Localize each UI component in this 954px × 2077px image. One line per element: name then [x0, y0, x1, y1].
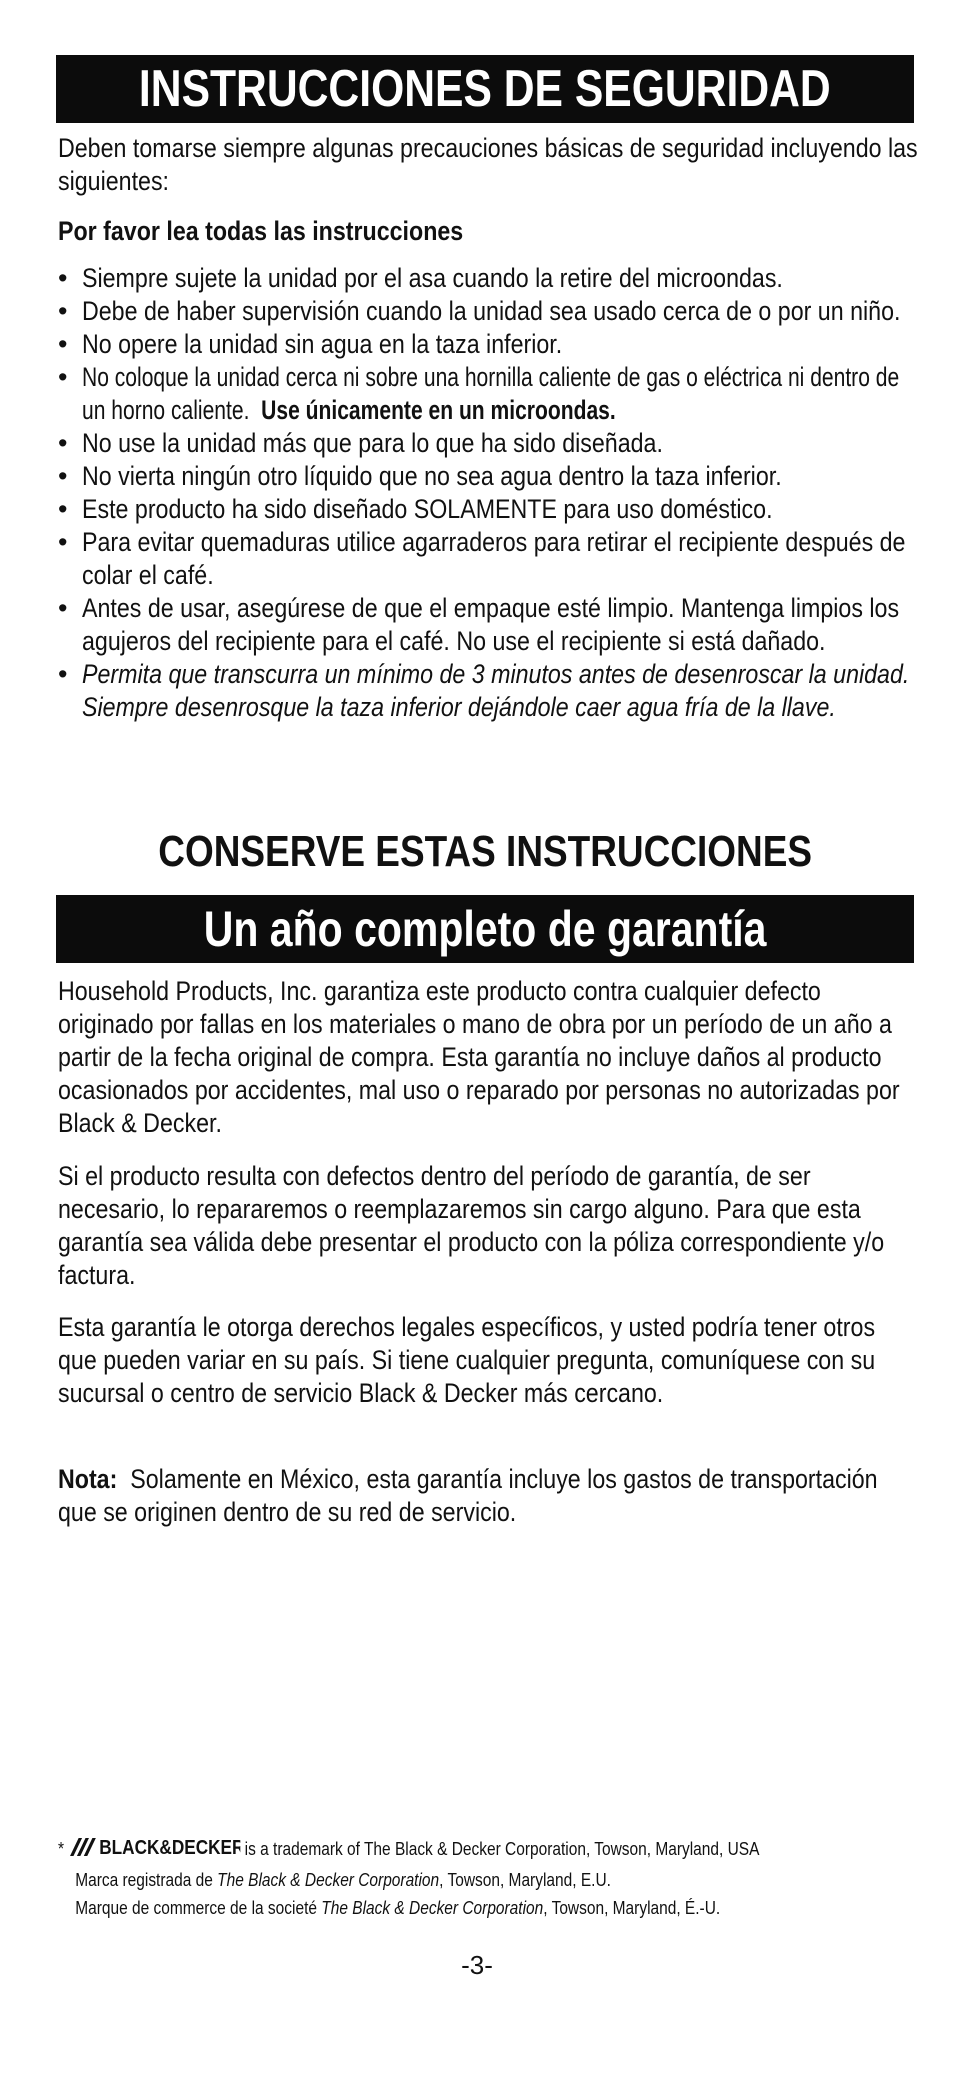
bullet-icon: • — [58, 659, 68, 689]
warranty-heading-banner — [56, 895, 914, 963]
trademark-notice: * BLACK&DECKER is a trademark of The Black & Decker Corporation, Towson, Maryland, USA Marca registrada de The Black & Decker Corporation, Towson, Maryland, E.U. Marque de commerce de la societé The Black & Decker Corporation, Towson, Maryland, É.-U. — [58, 1836, 760, 1918]
microwave-only-note: Use únicamente en un microondas. — [261, 395, 616, 425]
list-item: • Permita que transcurra un mínimo de 3 minutos antes de desenroscar la unidad. Siempre desenrosque la taza inferior dejándole caer agua fría de la llave. — [58, 659, 910, 722]
safety-intro: Deben tomarse siempre algunas precauciones básicas de seguridad incluyendo las siguientes: — [58, 133, 918, 196]
bullet-icon: • — [58, 494, 68, 524]
list-item: • Siempre sujete la unidad por el asa cuando la retire del microondas. — [58, 263, 783, 293]
list-item: • Para evitar quemaduras utilice agarraderos para retirar el recipiente después de colar el café. — [58, 527, 906, 590]
warranty-paragraph-2: Si el producto resulta con defectos dentro del período de garantía, de ser necesario, lo repararemos o reemplazaremos sin cargo alguno. Para que esta garantía sea válida debe presentar el producto con la póliza correspondiente y/o factura. — [58, 1161, 885, 1290]
bullet-icon: • — [58, 329, 68, 359]
black-and-decker-logo — [68, 1836, 240, 1866]
note-label: Nota: — [58, 1464, 118, 1494]
warranty-paragraph-1: Household Products, Inc. garantiza este producto contra cualquier defecto originado por fallas en los materiales o mano de obra por un período de un año a partir de la fecha original de compra. Esta garantía no incluye daños al producto ocasionados por accidentes, mal uso o reparado por personas no autorizadas por Black & Decker. — [58, 976, 900, 1138]
bullet-icon: • — [58, 593, 68, 623]
asterisk: * — [58, 1839, 65, 1859]
svg-text:BLACK&DECKER: BLACK&DECKER — [99, 1836, 241, 1858]
bullet-icon: • — [58, 362, 68, 392]
list-item: • No opere la unidad sin agua en la taza inferior. — [58, 329, 563, 359]
warranty-heading: Un año completo de garantía — [203, 901, 767, 957]
read-all-instructions: Por favor lea todas las instrucciones — [58, 216, 464, 246]
page-number: -3- — [461, 1950, 493, 1980]
warranty-note: Nota: Solamente en México, esta garantía incluye los gastos de transportación que se originen dentro de su red de servicio. — [58, 1464, 878, 1527]
warranty-paragraph-3: Esta garantía le otorga derechos legales específicos, y usted podría tener otros que pueden variar en su país. Si tiene cualquier pregunta, comuníquese con su sucursal o centro de servicio Black & Decker más cercano. — [58, 1312, 876, 1408]
safety-heading-banner — [56, 55, 914, 123]
bullet-icon: • — [58, 527, 68, 557]
safety-heading: INSTRUCCIONES DE SEGURIDAD — [139, 60, 831, 118]
bullet-icon: • — [58, 461, 68, 491]
bullet-icon: • — [58, 428, 68, 458]
list-item: • Este producto ha sido diseñado SOLAMENTE para uso doméstico. — [58, 494, 773, 524]
list-item: • No use la unidad más que para lo que ha sido diseñada. — [58, 428, 663, 458]
save-instructions-heading: CONSERVE ESTAS INSTRUCCIONES — [158, 827, 812, 876]
safety-list — [58, 262, 918, 724]
list-item: • Debe de haber supervisión cuando la unidad sea usado cerca de o por un niño. — [58, 296, 901, 326]
bullet-icon: • — [58, 263, 68, 293]
list-item: • No vierta ningún otro líquido que no sea agua dentro la taza inferior. — [58, 461, 782, 491]
list-item: • No coloque la unidad cerca ni sobre una hornilla caliente de gas o eléctrica ni dentro de un horno caliente. Use únicamente en un microondas. — [58, 362, 900, 425]
list-item: • Antes de usar, asegúrese de que el empaque esté limpio. Mantenga limpios los agujeros del recipiente para el café. No use el recipiente si está dañado. — [58, 593, 900, 656]
bullet-icon: • — [58, 296, 68, 326]
